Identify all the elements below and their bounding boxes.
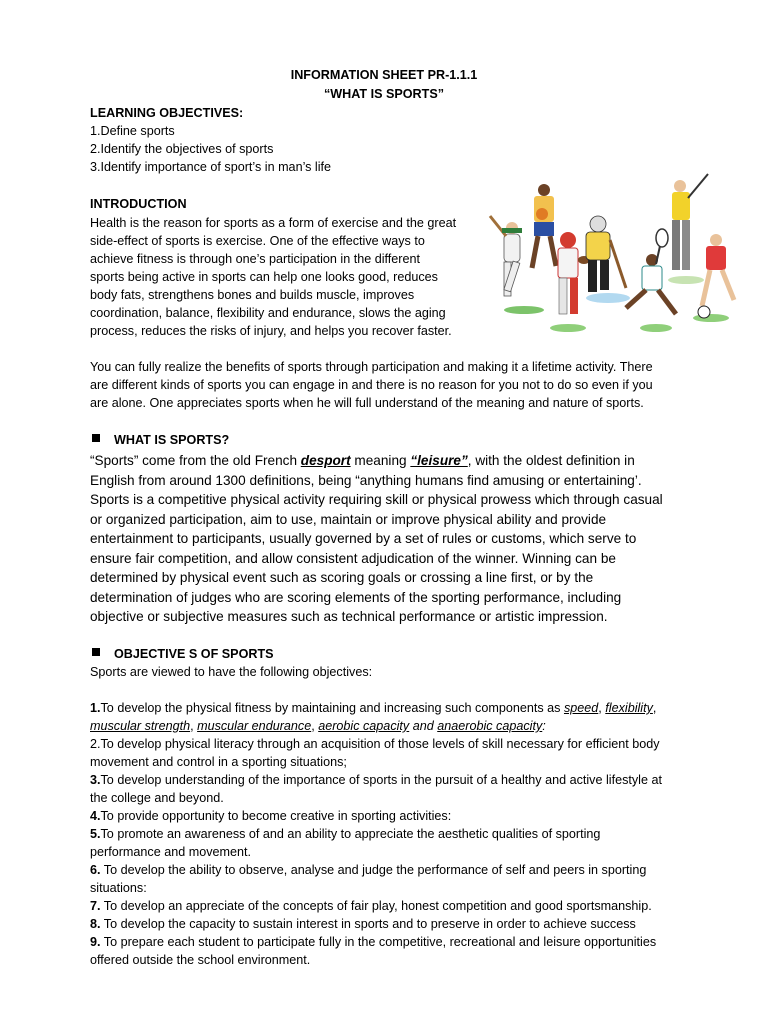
objective-number: 9. [90, 935, 101, 949]
what-is-line: objective or subjective measures such as technical performance or artistic impression. [90, 609, 608, 624]
what-is-text: “Sports” come from the old French [90, 453, 301, 468]
objective-9-line: offered outside the school environment. [90, 953, 311, 967]
intro-line: Health is the reason for sports as a form of exercise and the great [90, 216, 457, 230]
objective-number: 1. [90, 701, 101, 715]
objective-text: To develop the ability to observe, analyse and judge the performance of self and peers in sporting [100, 863, 647, 877]
what-is-line: entertainment to participants, usually governed by a set of rules or customs, which serve to [90, 531, 637, 546]
objective-text: To provide opportunity to become creative in sporting activities: [100, 809, 452, 823]
intro-line: body fats, strengthens bones and builds muscle, improves [90, 288, 415, 302]
objective-number: 5. [90, 827, 101, 841]
intro-line: process, reduces the risks of injury, and helps you recover faster. [90, 324, 452, 338]
what-is-line: ensure fair competition, and allow consistent adjudication of the winner. Winning can be [90, 551, 616, 566]
intro-paragraph-line: You can fully realize the benefits of sports through participation and making it a lifetime activity. There [90, 360, 653, 374]
objective-text: , [652, 701, 657, 715]
objectives-of-sports-heading: OBJECTIVE S OF SPORTS [114, 647, 274, 661]
objective-text: : [542, 719, 546, 733]
objective-3-line [90, 771, 662, 789]
objective-text: To promote an awareness of and an ability to appreciate the aesthetic qualities of sporting [100, 827, 601, 841]
objective-item: 3.Identify importance of sport’s in man’s life [90, 160, 332, 174]
objective-item: 2.Identify the objectives of sports [90, 142, 274, 156]
objective-text: To develop the capacity to sustain interest in sports and to preserve in order to achieve success [100, 917, 636, 931]
objective-item: 1.Define sports [90, 124, 175, 138]
intro-line: coordination, balance, flexibility and endurance, slows the aging [90, 306, 446, 320]
objective-7-line [90, 897, 652, 915]
what-is-line: Sports is a competitive physical activity requiring skill or physical prowess which through casual [90, 492, 663, 507]
objective-1-line [90, 717, 546, 735]
objective-text: To develop the physical fitness by maintaining and increasing such components as [100, 701, 564, 715]
objective-number: 8. [90, 917, 101, 931]
muscular-strength-term: muscular strength [90, 719, 191, 733]
intro-line: achieve fitness is through one’s participation in the different [90, 252, 420, 266]
objective-5-line: performance and movement. [90, 845, 252, 859]
introduction-heading: INTRODUCTION [90, 197, 187, 211]
objective-6-line [90, 861, 646, 879]
objective-text: To develop an appreciate of the concepts of fair play, honest competition and good sportsmanship. [100, 899, 652, 913]
objective-3-line: the college and beyond. [90, 791, 224, 805]
objective-text: , [598, 701, 606, 715]
what-is-line: or organized participation, aim to use, maintain or improve physical ability and provide [90, 512, 607, 527]
what-is-line: English from around 1300 definitions, being “anything humans find amusing or entertaining’. [90, 473, 642, 488]
what-is-text: , with the oldest definition in [467, 453, 635, 468]
desport-term: desport [300, 453, 351, 468]
objective-text: To prepare each student to participate fully in the competitive, recreational and leisure opportunities [100, 935, 657, 949]
muscular-endurance-term: muscular endurance [197, 719, 312, 733]
square-bullet-icon [92, 648, 100, 656]
objective-text: , [311, 719, 319, 733]
objective-number: 6. [90, 863, 101, 877]
learning-objectives-heading: LEARNING OBJECTIVES: [90, 106, 244, 120]
what-is-text: meaning [350, 453, 411, 468]
objective-text: To develop understanding of the importance of sports in the pursuit of a healthy and active lifestyle at [100, 773, 662, 787]
anaerobic-capacity-term: anaerobic capacity [437, 719, 543, 733]
what-is-sports-heading: WHAT IS SPORTS? [114, 433, 230, 447]
objective-8-line [90, 915, 636, 933]
objective-number: 3. [90, 773, 101, 787]
leisure-term: “leisure” [410, 453, 468, 468]
what-is-line: determined by physical event such as scoring goals or crossing a line first, or by the [90, 570, 594, 585]
sheet-title: INFORMATION SHEET PR-1.1.1 [290, 68, 478, 82]
objective-5-line [90, 825, 600, 843]
speed-term: speed [563, 701, 599, 715]
flexibility-term: flexibility [605, 701, 653, 715]
sports-athletes-illustration [476, 168, 748, 344]
objective-2-line: 2.To develop physical literacy through an acquisition of those levels of skill necessary for efficient body [90, 737, 660, 751]
objective-text: , [190, 719, 198, 733]
objective-1-line [90, 699, 656, 717]
aerobic-capacity-term: aerobic capacity [318, 719, 410, 733]
objective-text: and [409, 719, 438, 733]
objective-2-line: movement and control in a sporting situations; [90, 755, 347, 769]
intro-line: sports being active in sports can help one looks good, reduces [90, 270, 438, 284]
what-is-line [90, 451, 635, 471]
what-is-line: determination of judges who are scoring elements of the sporting performance, including [90, 590, 622, 605]
objectives-intro: Sports are viewed to have the following objectives: [90, 665, 373, 679]
objective-number: 4. [90, 809, 101, 823]
intro-paragraph-line: are different kinds of sports you can engage in and there is no reason for you not to do so even if you [90, 378, 653, 392]
intro-paragraph-line: are alone. One appreciates sports when he will full understand of the meaning and nature of sports. [90, 396, 644, 410]
objective-4-line [90, 807, 451, 825]
objective-9-line [90, 933, 656, 951]
intro-line: side-effect of sports is exercise. One of the effective ways to [90, 234, 425, 248]
sheet-subtitle: “WHAT IS SPORTS” [323, 87, 445, 101]
square-bullet-icon [92, 434, 100, 442]
objective-6-line: situations: [90, 881, 147, 895]
objective-number: 7. [90, 899, 101, 913]
